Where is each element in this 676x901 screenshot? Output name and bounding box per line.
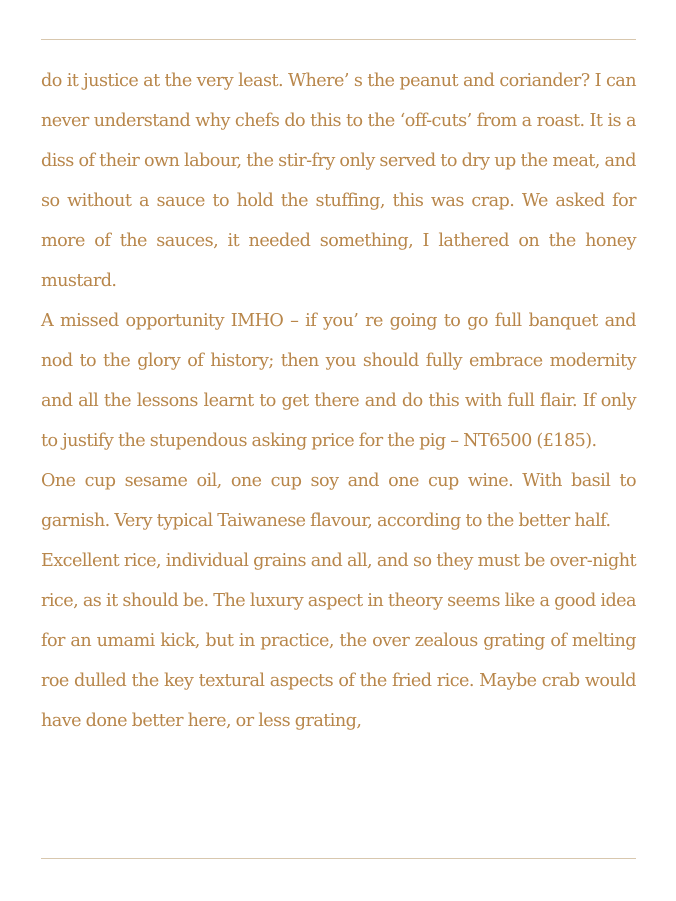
top-divider	[41, 39, 636, 40]
article-body	[41, 61, 636, 741]
paragraph-4: Excellent rice, individual grains and all, and so they must be over-night rice, as it should be. The luxury aspect in theory seems like a good idea for an umami kick, but in practice, the over zealous grating of melting roe dulled the key textural aspects of the fried rice. Maybe crab would have done better here, or less grating,	[41, 551, 636, 731]
bottom-divider	[41, 858, 636, 859]
paragraph-1: do it justice at the very least. Where’ s the peanut and coriander? I can never understand why chefs do this to the ‘off-cuts’ from a roast. It is a diss of their own labour, the stir-fry only served to dry up the meat, and so without a sauce to hold the stuffing, this was crap. We asked for more of the sauces, it needed something, I lathered on the honey mustard.	[41, 71, 636, 291]
paragraph-2: A missed opportunity IMHO – if you’ re going to go full banquet and nod to the glory of history; then you should fully embrace modernity and all the lessons learnt to get there and do this with full flair. If only to justify the stupendous asking price for the pig – NT6500 (£185).	[41, 311, 636, 451]
paragraph-3: One cup sesame oil, one cup soy and one cup wine. With basil to garnish. Very typical Taiwanese flavour, according to the better half.	[41, 471, 636, 531]
